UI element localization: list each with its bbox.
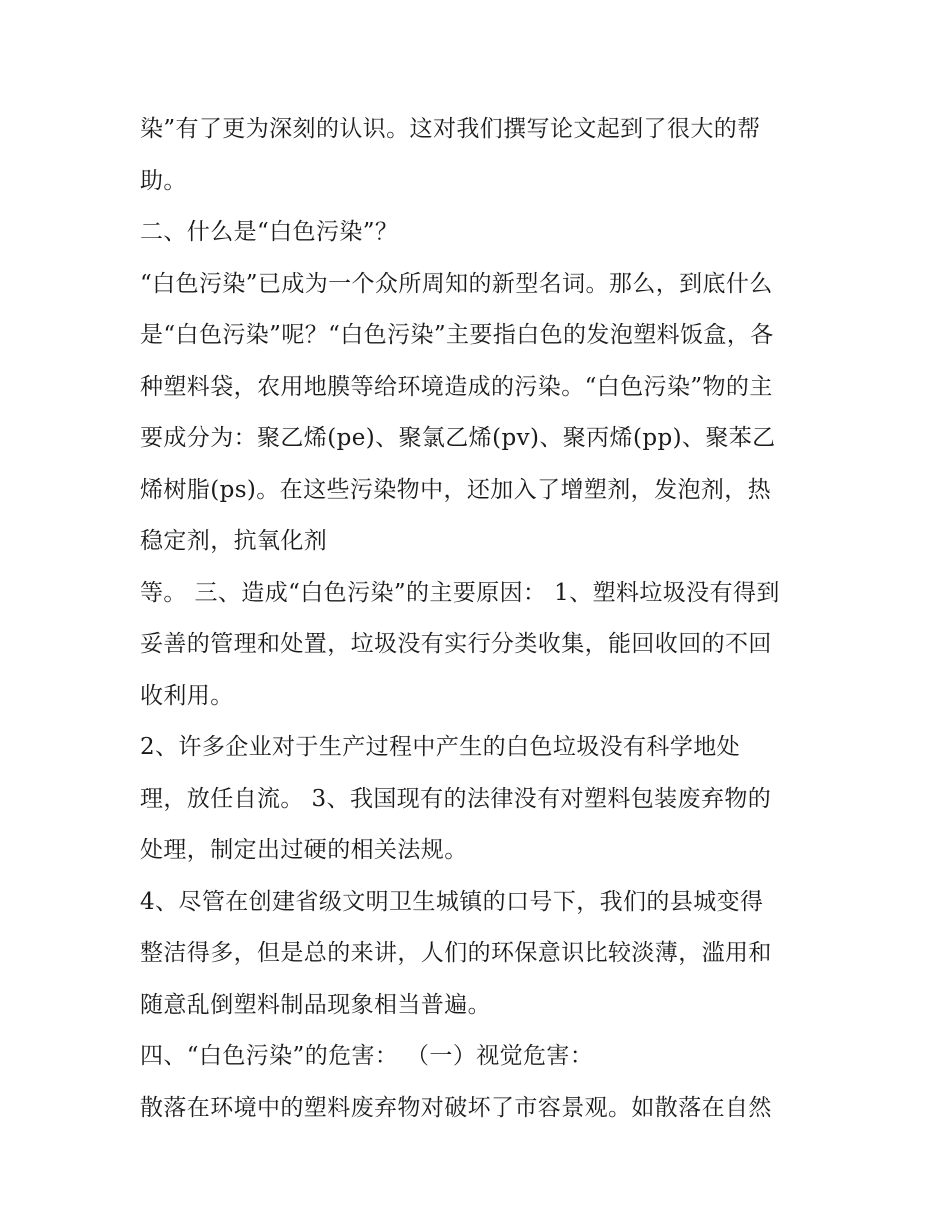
section-heading: 二、什么是“白色污染”？: [140, 219, 399, 245]
text-line: 是“白色污染”呢？“白色污染”主要指白色的发泡塑料饭盒，各: [140, 322, 774, 348]
text-line: 处理，制定出过硬的相关法规。: [140, 837, 468, 863]
text-line: 要成分为：聚乙烯(pe)、聚氯乙烯(pv)、聚丙烯(pp)、聚苯乙: [140, 425, 776, 451]
text-line: 整洁得多，但是总的来讲，人们的环保意识比较淡薄，滥用和: [140, 940, 772, 966]
document-body: [140, 104, 830, 1134]
text-line: 理，放任自流。 3、我国现有的法律没有对塑料包装废弃物的: [140, 785, 772, 812]
text-line: 随意乱倒塑料制品现象相当普遍。: [140, 991, 491, 1018]
text-line: 收利用。: [140, 682, 234, 709]
text-line: 染”有了更为深刻的认识。这对我们撰写论文起到了很大的帮: [140, 116, 761, 142]
text-line: “白色污染”已成为一个众所周知的新型名词。那么，到底什么: [140, 270, 773, 297]
text-line: 妥善的管理和处置，垃圾没有实行分类收集，能回收回的不回: [140, 631, 772, 657]
text-line: 4、尽管在创建省级文明卫生城镇的口号下，我们的县城变得: [140, 888, 764, 915]
text-line: 种塑料袋，农用地膜等给环境造成的污染。“白色污染”物的主: [140, 373, 773, 400]
text-line: 散落在环境中的塑料废弃物对破坏了市容景观。如散落在自然: [140, 1094, 772, 1121]
text-line: 等。 三、造成“白色污染”的主要原因： 1、塑料垃圾没有得到: [140, 579, 780, 606]
section-heading: 四、“白色污染”的危害： （一）视觉危害：: [140, 1043, 594, 1069]
text-line: 烯树脂(ps)。在这些污染物中，还加入了增塑剂，发泡剂，热: [140, 476, 772, 503]
text-line: 稳定剂，抗氧化剂: [140, 528, 328, 554]
text-line: 助。: [140, 167, 187, 194]
text-line: 2、许多企业对于生产过程中产生的白色垃圾没有科学地处: [140, 734, 741, 760]
